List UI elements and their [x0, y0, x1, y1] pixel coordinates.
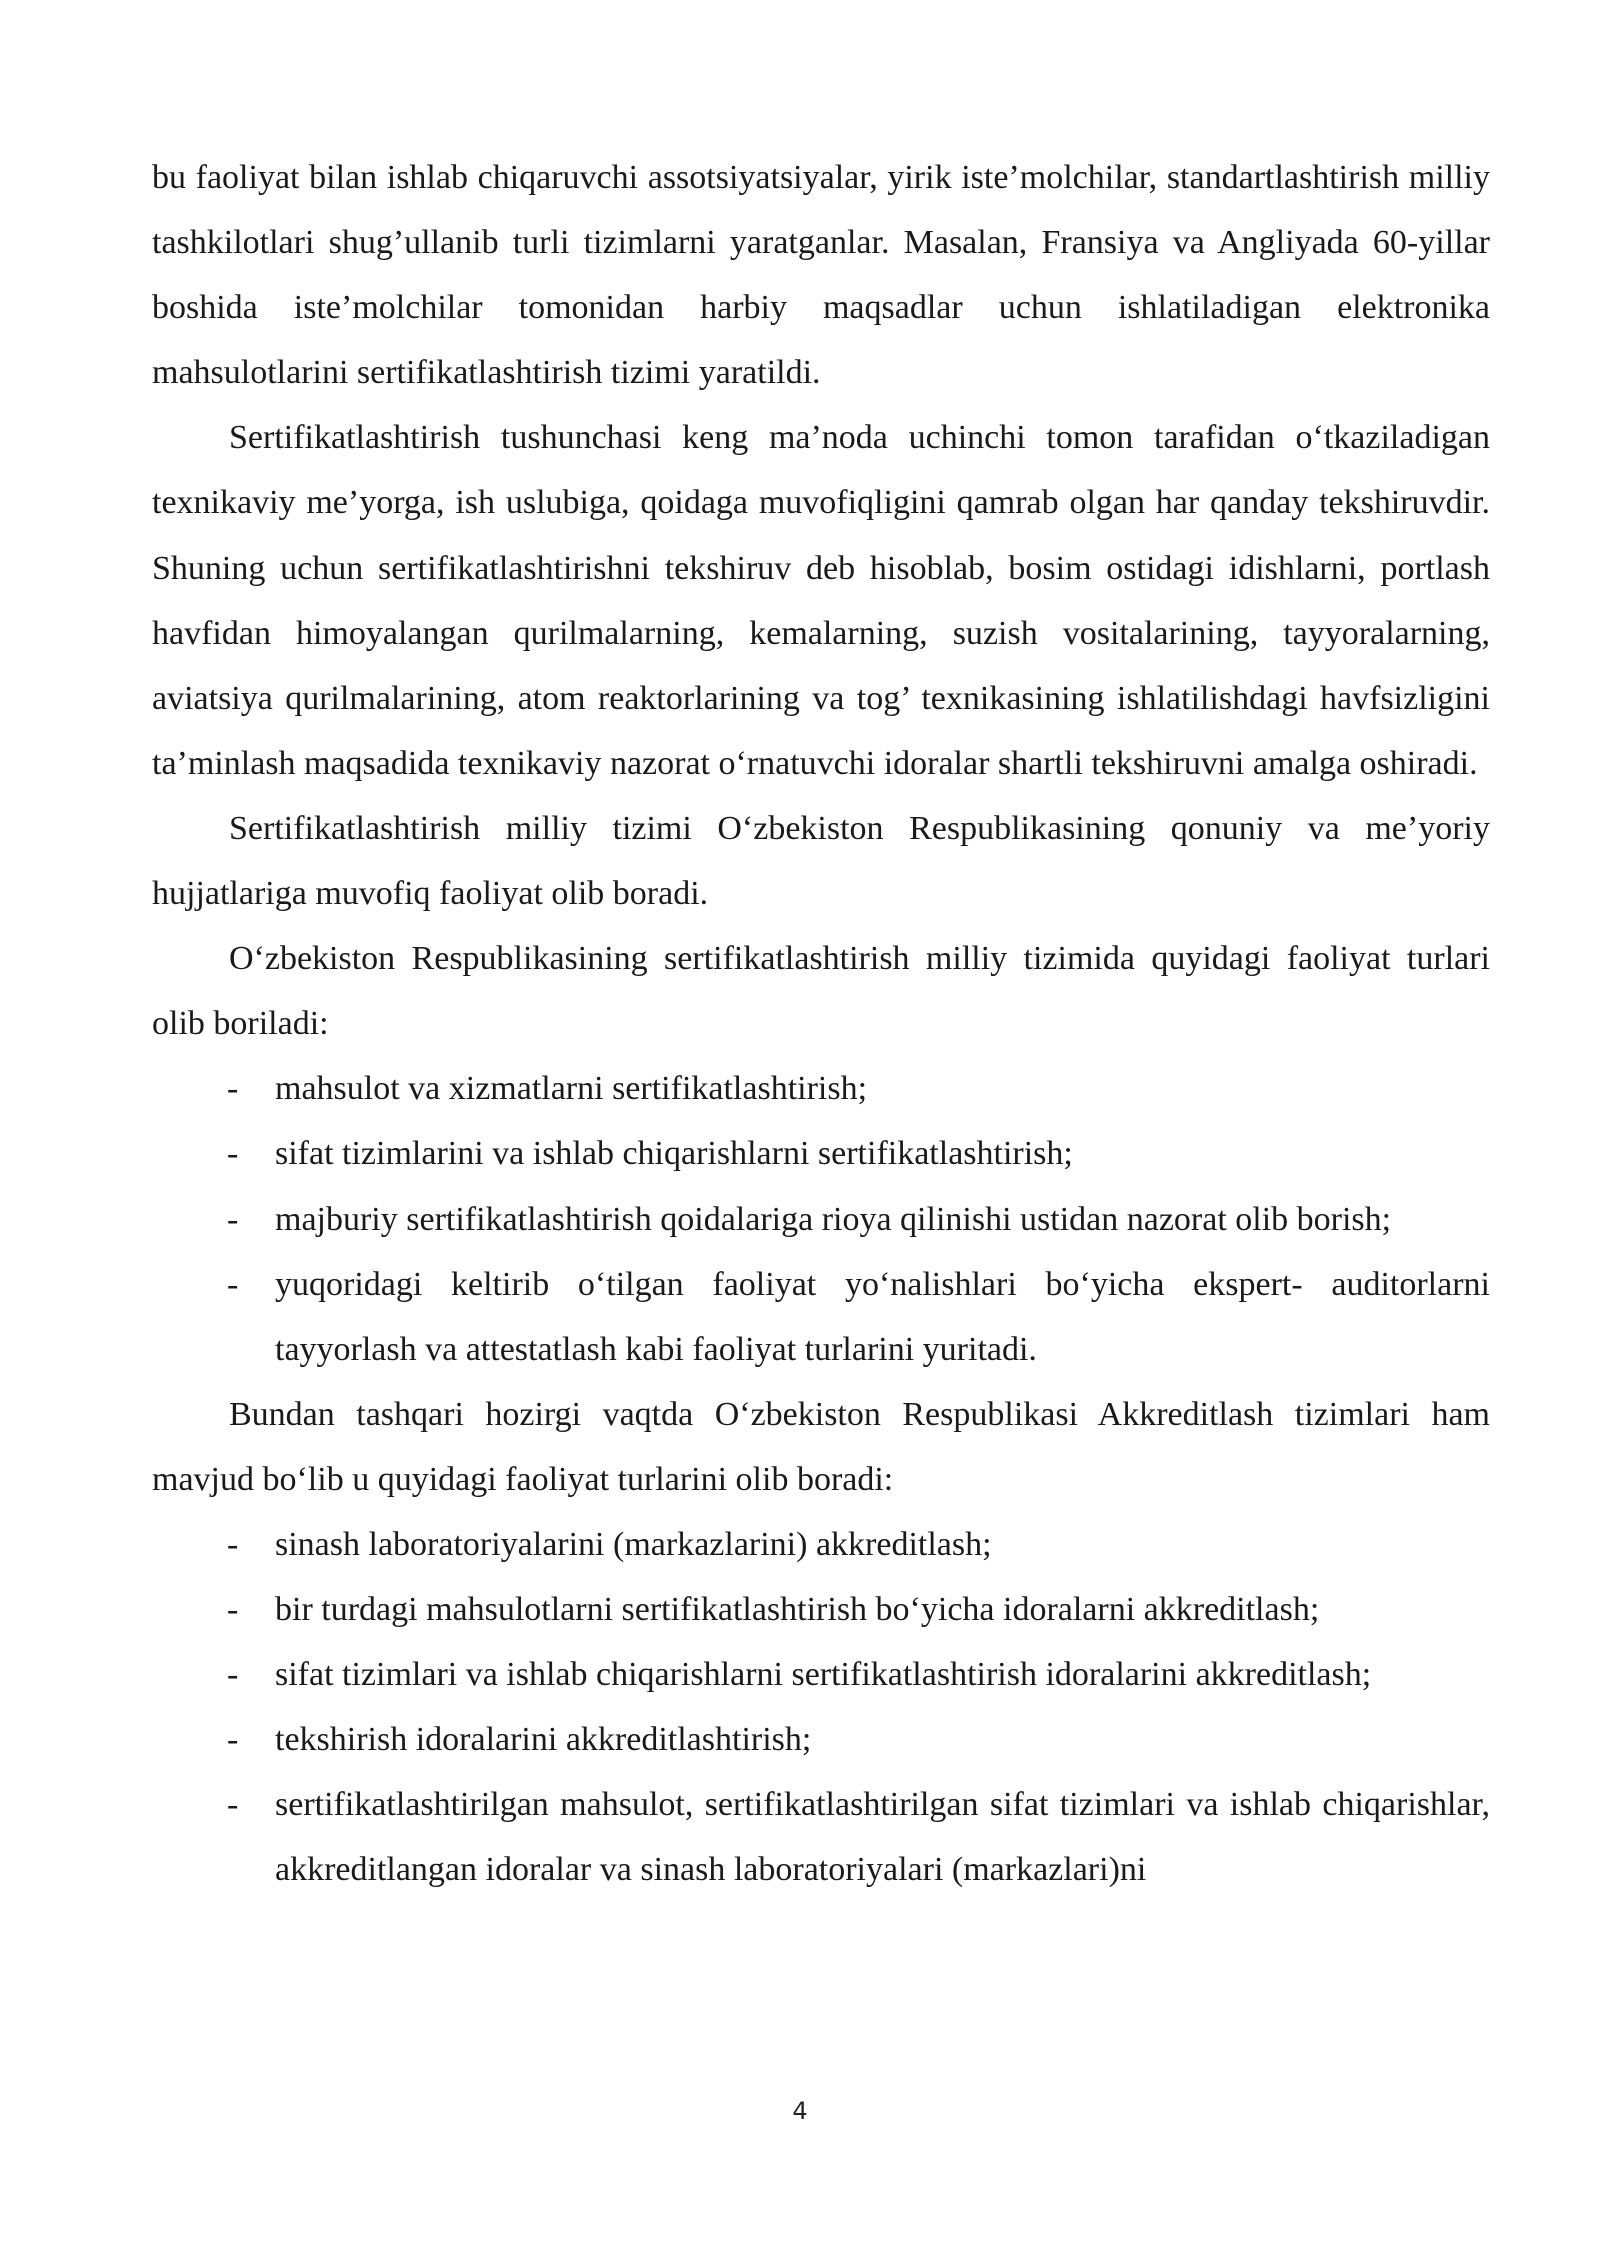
dash-marker: -: [227, 1656, 239, 1694]
paragraph-2: Sertifikatlashtirish tushunchasi keng ma’noda uchinchi tomon tarafidan o‘tkaziladigan texnikaviy me’yorga, ish uslubiga, qoidaga muvofiqligini qamrab olgan har qanday tekshiruvdir. Shuning uchun sertifikatlashtirishni tekshiruv deb hisoblab, bosim ostidagi idishlarni, portlash havfidan himoyalangan qurilmalarning, kemalarning, suzish vositalarining, tayyoralarning, aviatsiya qurilmalarining, atom reaktorlarining va tog’ texnikasining ishlatilishdagi havfsizligini ta’minlash maqsadida texnikaviy nazorat o‘rnatuvchi idoralar shartli tekshiruvni amalga oshiradi.: [152, 419, 1490, 782]
dash-marker: -: [227, 1200, 239, 1238]
page-number: 4: [792, 2097, 808, 2125]
dash-marker: -: [227, 1591, 239, 1629]
accreditation-list: [152, 1512, 1490, 1903]
list-item: [152, 1772, 1490, 1902]
paragraph-3: Sertifikatlashtirish milliy tizimi O‘zbekiston Respublikasining qonuniy va me’yoriy hujjatlariga muvofiq faoliyat olib boradi.: [152, 809, 1490, 913]
dash-marker: -: [227, 1070, 239, 1108]
list-item-text: tekshirish idoralarini akkreditlashtirish;: [275, 1721, 812, 1759]
dash-marker: -: [227, 1525, 239, 1563]
dash-marker: -: [227, 1265, 239, 1303]
list-item-text: sertifikatlashtirilgan mahsulot, sertifikatlashtirilgan sifat tizimlari va ishlab chiqarishlar, akkreditlangan idoralar va sinash laboratoriyalari (markazlari)ni: [275, 1786, 1490, 1889]
list-item-text: yuqoridagi keltirib o‘tilgan faoliyat yo‘nalishlari bo‘yicha ekspert- auditorlarni tayyorlash va attestatlash kabi faoliyat turlarini yuritadi.: [275, 1265, 1490, 1368]
list-item: [152, 1707, 1490, 1772]
list-item-text: sinash laboratoriyalarini (markazlarini) akkreditlash;: [275, 1525, 992, 1563]
list-item-text: sifat tizimlari va ishlab chiqarishlarni sertifikatlashtirish idoralarini akkreditlash;: [275, 1656, 1372, 1694]
paragraph-5: Bundan tashqari hozirgi vaqtda O‘zbekiston Respublikasi Akkreditlash tizimlari ham mavjud bo‘lib u quyidagi faoliyat turlarini olib boradi:: [152, 1395, 1490, 1498]
list-item-text: mahsulot va xizmatlarni sertifikatlashtirish;: [275, 1070, 868, 1108]
list-item: [152, 1577, 1490, 1642]
dash-marker: -: [227, 1786, 239, 1824]
list-item: [152, 1187, 1490, 1252]
paragraph-4: O‘zbekiston Respublikasining sertifikatlashtirish milliy tizimida quyidagi faoliyat turlari olib boriladi:: [152, 940, 1490, 1043]
dash-marker: -: [227, 1135, 239, 1173]
activity-list: [152, 1056, 1490, 1381]
list-item: [152, 1512, 1490, 1577]
list-item: [152, 1252, 1490, 1382]
list-item-text: sifat tizimlarini va ishlab chiqarishlarni sertifikatlashtirish;: [275, 1135, 1073, 1173]
document-body: [152, 145, 1490, 1903]
paragraph-1: bu faoliyat bilan ishlab chiqaruvchi assotsiyatsiyalar, yirik iste’molchilar, standartlashtirish milliy tashkilotlari shug’ullanib turli tizimlarni yaratganlar. Masalan, Fransiya va Angliyada 60-yillar boshida iste’molchilar tomonidan harbiy maqsadlar uchun ishlatiladigan elektronika mahsulotlarini sertifikatlashtirish tizimi yaratildi.: [152, 159, 1490, 392]
dash-marker: -: [227, 1721, 239, 1759]
list-item: [152, 1121, 1490, 1186]
list-item: [152, 1056, 1490, 1121]
list-item-text: majburiy sertifikatlashtirish qoidalariga rioya qilinishi ustidan nazorat olib borish;: [275, 1200, 1392, 1238]
list-item: [152, 1642, 1490, 1707]
list-item-text: bir turdagi mahsulotlarni sertifikatlashtirish bo‘yicha idoralarni akkreditlash;: [275, 1591, 1320, 1629]
